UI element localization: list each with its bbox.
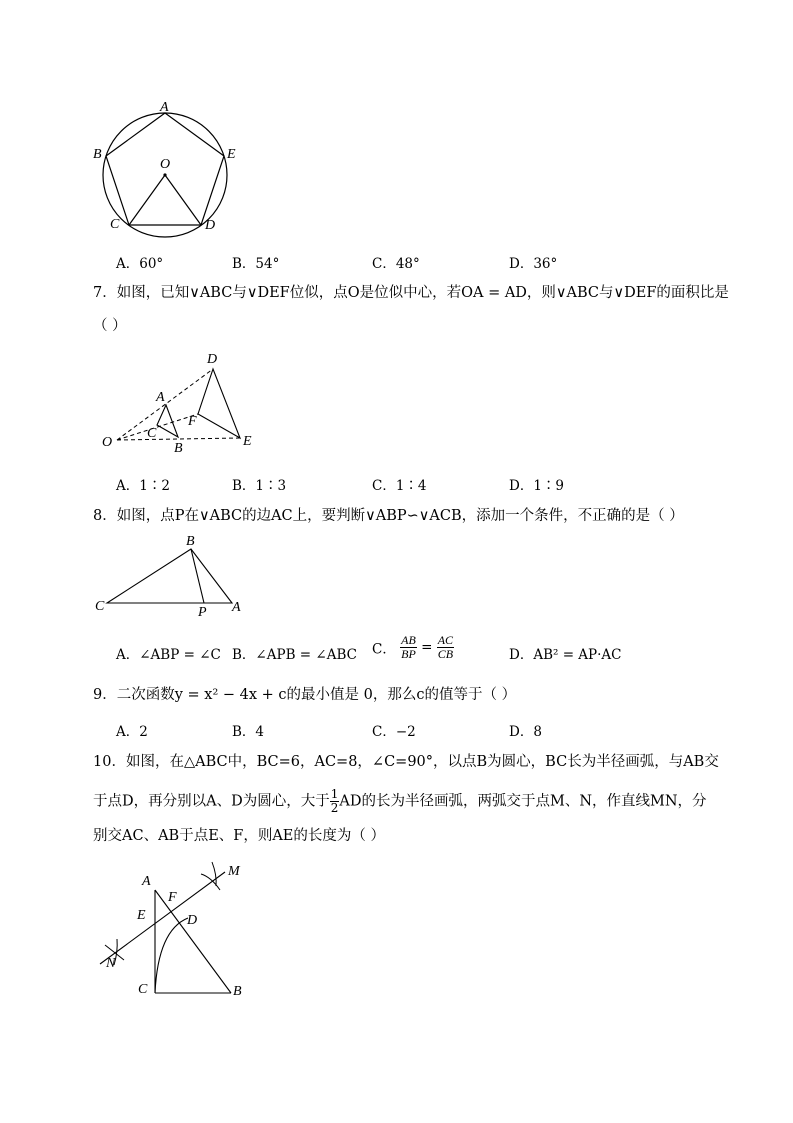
q8-label-C: C [95,599,105,614]
q8-label-B: B [186,534,195,549]
q10-label-M: M [228,864,240,879]
label-B: B [93,147,102,162]
q10-label-N: N [106,956,116,971]
q9-option-a: A．2 [116,724,148,740]
label-O: O [160,157,171,172]
q9-option-b: B．4 [232,724,265,740]
q10-question-line3: 别交AC、AB于点E、F，则AE的长度为（ ） [93,828,386,844]
q7-option-a: A．1∶2 [116,478,170,494]
q6-option-c: C．48° [372,256,420,272]
q10-label-E: E [137,908,146,923]
label-E: E [227,147,236,162]
frac1-den: BP [401,647,416,661]
q9-question: 9．二次函数y = x² − 4x + c的最小值是 0，那么c的值等于（ ） [93,687,517,703]
q7-label-B: B [174,441,183,456]
q7-option-c: C．1∶4 [372,478,427,494]
q10-label-A: A [142,874,151,889]
q10-label-D: D [187,913,198,928]
frac2-den: CB [437,647,454,661]
q7-label-F: F [188,414,197,429]
frac2-num: AC [437,633,454,647]
frac1-num: AB [401,633,416,647]
q8-question: 8．如图，点P在∨ABC的边AC上，要判断∨ABP∽∨ACB，添加一个条件，不正确的是（ ） [93,508,684,524]
label-C: C [110,217,120,232]
q9-option-d: D．8 [509,724,542,740]
half-den: 2 [330,801,339,815]
label-D: D [205,218,216,233]
q8-option-d: D．AB² = AP·AC [509,647,622,663]
q7-option-d: D．1∶9 [509,478,565,494]
q7-label-A: A [156,390,165,405]
q7-question-line1: 7．如图，已知∨ABC与∨DEF位似，点O是位似中心，若OA = AD，则∨ABC与∨DEF的面积比是 [93,285,729,301]
q8-label-P: P [198,605,207,620]
q10-line2-part-b: AD的长为半径画弧，两弧交于点M、N，作直线MN，分 [339,793,707,810]
q8-option-b: B．∠APB = ∠ABC [232,647,357,663]
equals-sign: = [421,639,433,656]
q7-question-line2: （ ） [93,318,127,334]
q10-line2-part-a: 于点D，再分别以A、D为圆心，大于 [93,793,330,810]
q8-label-A: A [232,600,241,615]
q6-option-d: D．36° [509,256,558,272]
half-num: 1 [330,787,339,801]
q7-label-C: C [147,426,157,441]
label-A: A [160,100,169,115]
q10-label-B: B [233,984,242,999]
q10-label-F: F [168,890,177,905]
q7-label-D: D [207,352,218,367]
q10-question-line1: 10．如图，在△ABC中，BC=6，AC=8，∠C=90°，以点B为圆心，BC长为半径画弧，与AB交 [93,754,719,770]
q6-option-a: A．60° [116,256,164,272]
q7-label-O: O [102,435,113,450]
q8-option-a: A．∠ABP = ∠C [116,647,221,663]
q10-label-C: C [138,982,148,997]
q7-label-E: E [243,434,252,449]
q8-option-c-label: C． [372,641,396,658]
q6-option-b: B．54° [232,256,280,272]
q9-option-c: C．−2 [372,724,416,740]
q7-option-b: B．1∶3 [232,478,287,494]
